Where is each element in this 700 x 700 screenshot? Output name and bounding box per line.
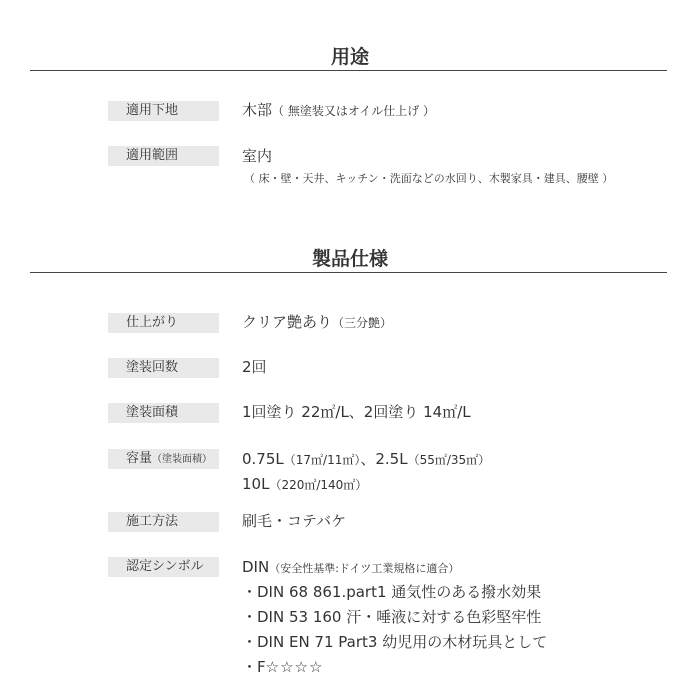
din-text: DIN [242, 558, 270, 576]
finish-label: 仕上がり [108, 313, 219, 333]
usage-substrate-note: （ 無塗装又はオイル仕上げ ） [272, 104, 436, 118]
finish-note: （三分艶） [332, 316, 393, 330]
capacity-large-coverage: （220㎡/140㎡） [269, 478, 368, 492]
capacity-label-main: 容量 [126, 451, 153, 466]
coverage-label: 塗装面積 [108, 403, 219, 423]
capacity-line2 [242, 474, 367, 495]
cert-item: ・DIN 68 861.part1 通気性のある撥水効果 [242, 583, 542, 601]
star-icon: ☆☆☆☆ [265, 658, 324, 676]
coverage-value: 1回塗り 22㎡/L、2回塗り 14㎡/L [242, 403, 471, 421]
cert-f-rating [242, 657, 323, 677]
usage-substrate-value [242, 100, 435, 121]
usage-scope-note: （ 床・壁・天井、キッチン・洗面などの水回り、木製家具・建具、腰壁 ） [244, 172, 614, 185]
usage-substrate-label: 適用下地 [108, 101, 219, 121]
capacity-large-size: 10L [242, 475, 270, 493]
capacity-label [108, 449, 219, 469]
usage-scope-value: 室内 [242, 147, 273, 165]
capacity-separator: 、 [360, 450, 376, 468]
specs-section-title: 製品仕様 [311, 248, 388, 270]
din-note: （安全性基準:ドイツ工業規格に適合） [269, 562, 460, 575]
capacity-small-coverage: （17㎡/11㎡） [283, 453, 361, 467]
finish-main: クリア艶あり [242, 313, 333, 331]
certification-din [242, 557, 459, 579]
cert-item: ・DIN EN 71 Part3 幼児用の木材玩具として [242, 633, 548, 651]
f-rating-label: ・F [242, 658, 266, 676]
capacity-medium-size: 2.5L [375, 450, 408, 468]
usage-section-title: 用途 [330, 46, 369, 68]
usage-substrate-main: 木部 [242, 101, 273, 119]
usage-scope-label: 適用範囲 [108, 146, 219, 166]
capacity-line1 [242, 449, 490, 470]
coats-label: 塗装回数 [108, 358, 219, 378]
finish-value [242, 312, 392, 333]
cert-item: ・DIN 53 160 汗・唾液に対する色彩堅牢性 [242, 608, 542, 626]
coats-value: 2回 [242, 358, 267, 376]
certification-label: 認定シンボル [108, 557, 219, 577]
capacity-label-note: （塗装面積） [152, 454, 213, 465]
method-label: 施工方法 [108, 512, 219, 532]
capacity-small-size: 0.75L [242, 450, 284, 468]
usage-divider [30, 70, 667, 71]
capacity-medium-coverage: （55㎡/35㎡） [407, 453, 491, 467]
specs-divider [30, 272, 667, 273]
method-value: 刷毛・コテバケ [242, 512, 347, 530]
